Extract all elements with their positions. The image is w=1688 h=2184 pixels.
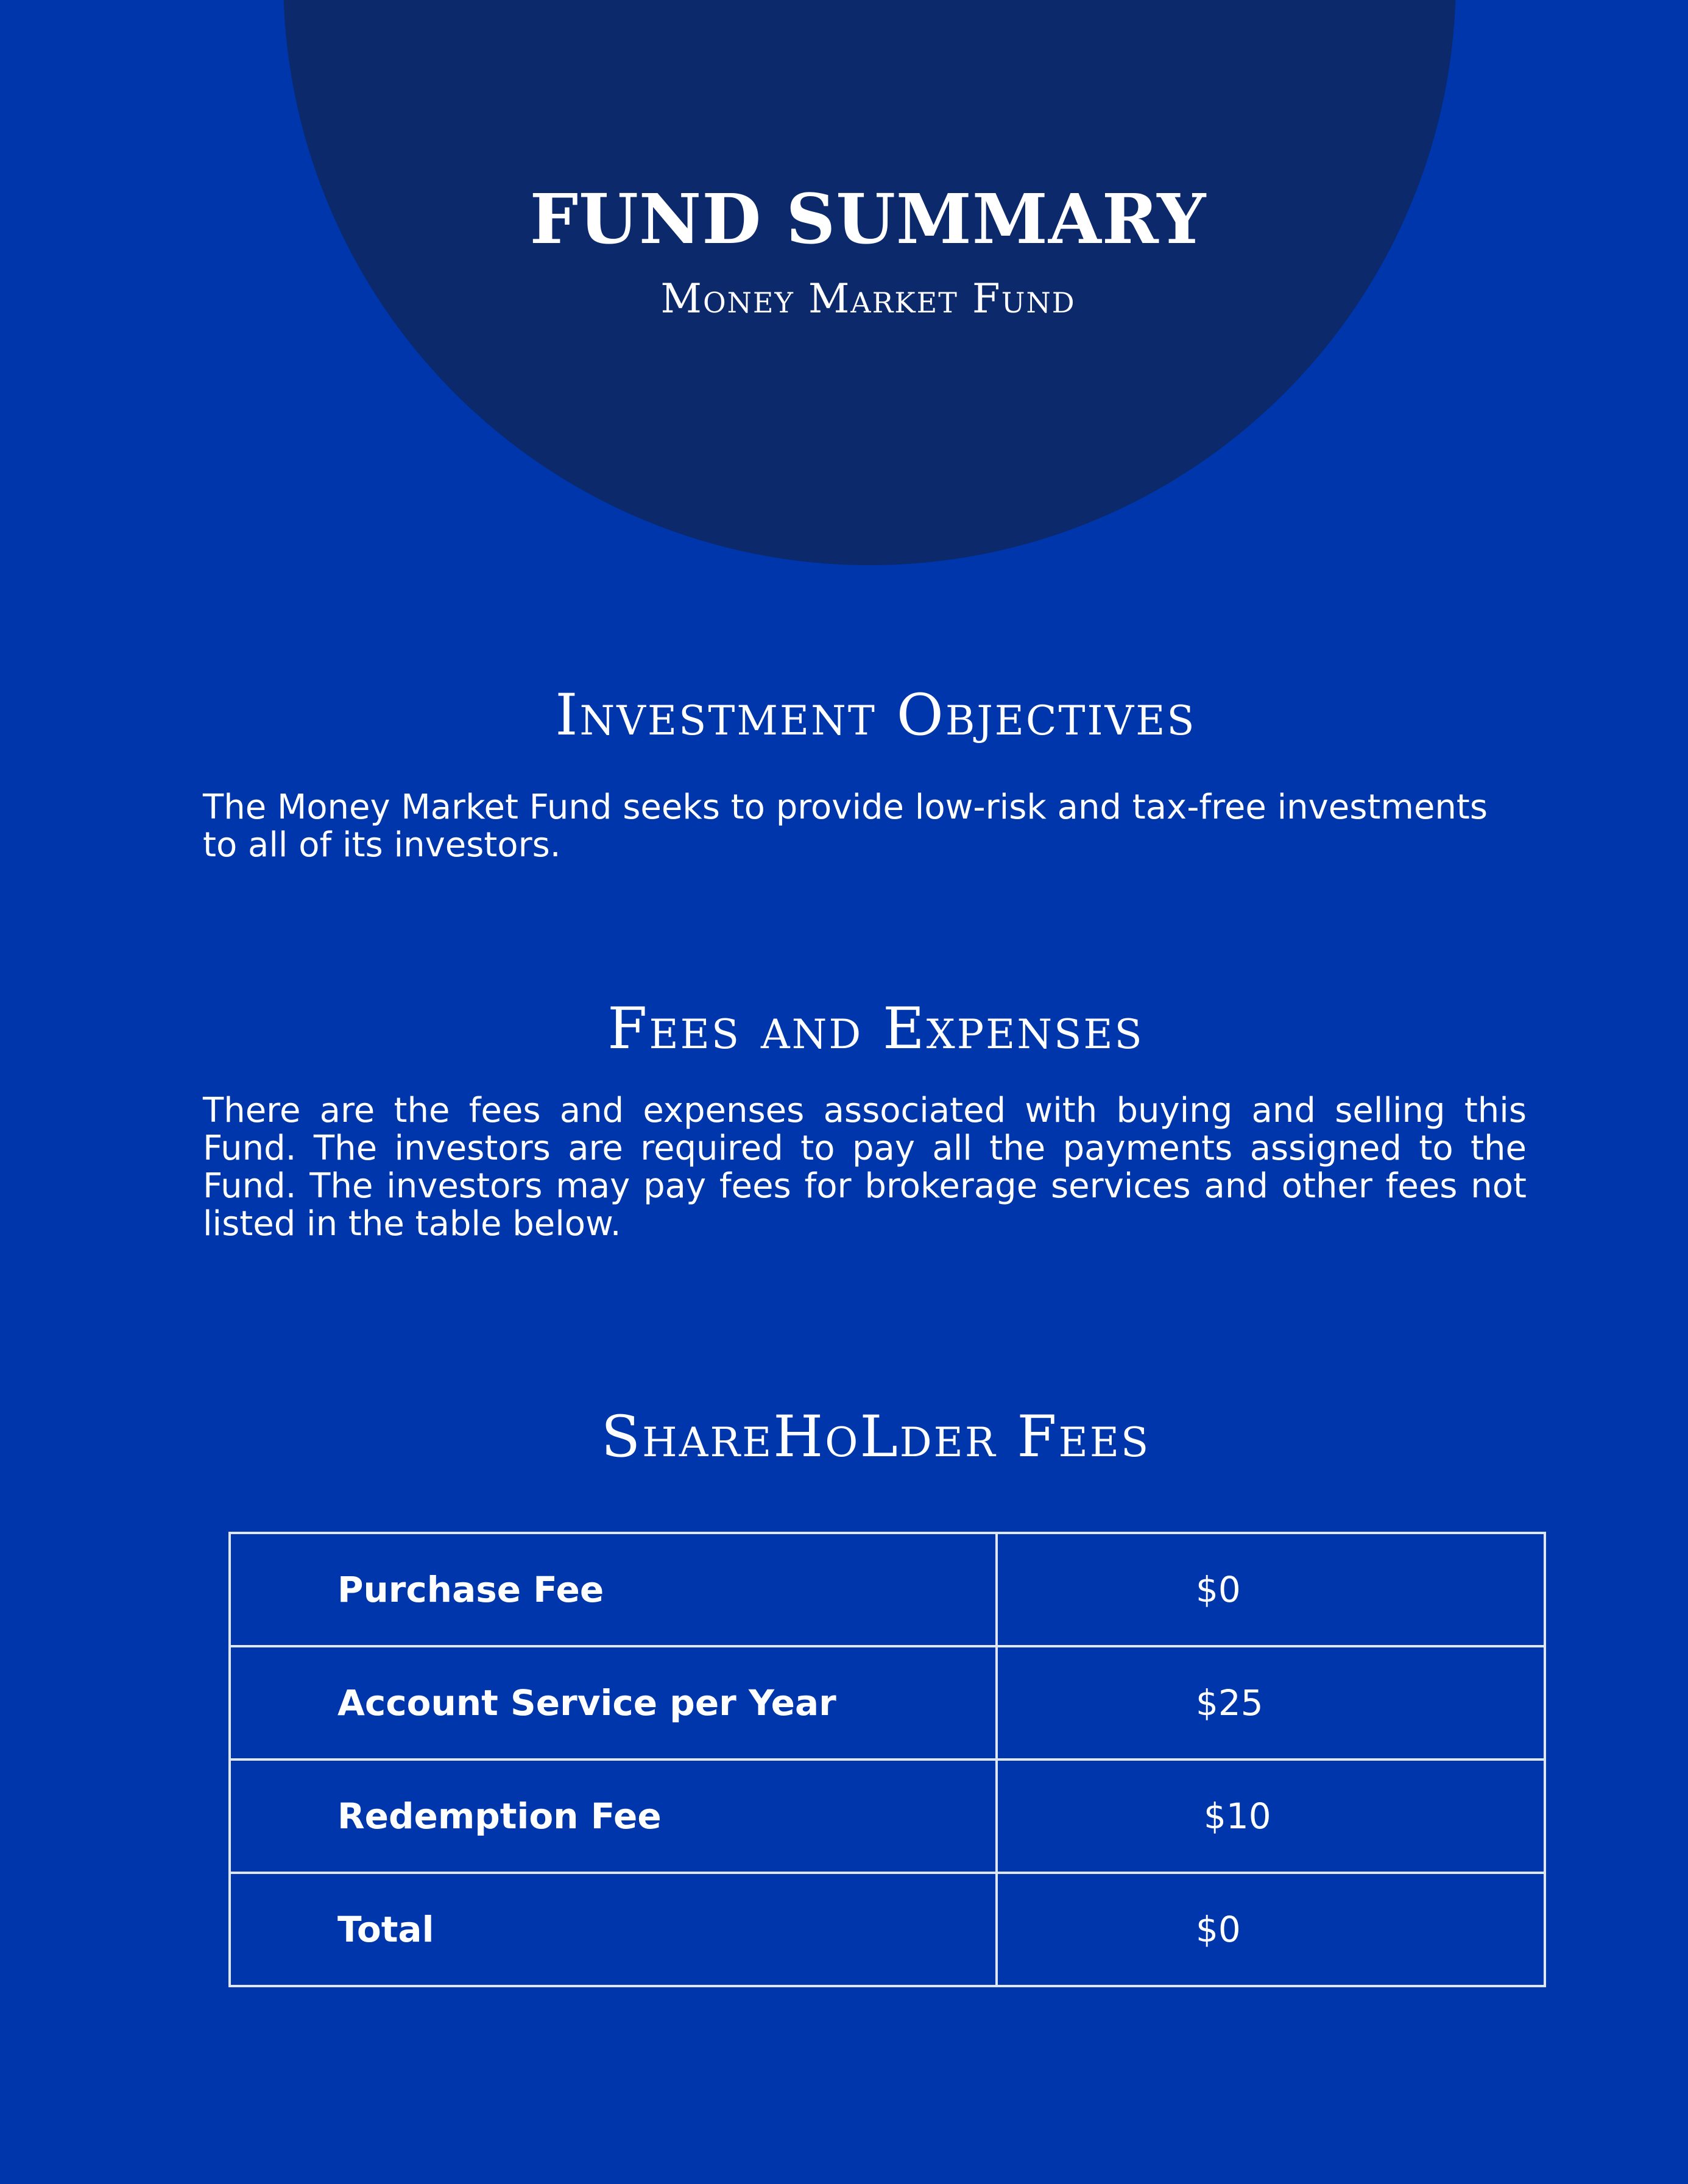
fees-and-expenses-text: There are the fees and expenses associated with buying and selling this Fund. The investors are required to pay all the payments assigned to the Fund. The investors may pay fees for brokerage services and other fees not listed in the table below. — [203, 1091, 1527, 1244]
fee-label: Purchase Fee — [230, 1533, 997, 1646]
fee-value: $10 — [997, 1760, 1545, 1873]
shareholder-fees-table — [228, 1532, 1546, 1987]
table-row — [230, 1760, 1545, 1873]
fees-and-expenses-heading: Fees and Expenses — [607, 996, 1144, 1062]
fee-label: Redemption Fee — [230, 1760, 997, 1873]
table-row — [230, 1646, 1545, 1760]
fee-value: $25 — [997, 1646, 1545, 1760]
investment-objectives-heading: Investment Objectives — [555, 682, 1196, 749]
page-subtitle: Money Market Fund — [660, 275, 1076, 322]
fee-value: $0 — [997, 1873, 1545, 1986]
page-title: FUND SUMMARY — [529, 180, 1207, 259]
fee-label: Total — [230, 1873, 997, 1986]
fee-label: Account Service per Year — [230, 1646, 997, 1760]
investment-objectives-text: The Money Market Fund seeks to provide low-risk and tax-free investments to all of its investors. — [203, 787, 1488, 865]
table-row — [230, 1873, 1545, 1986]
shareholder-fees-heading: ShareHoLder Fees — [601, 1404, 1151, 1470]
table-row — [230, 1533, 1545, 1646]
fee-value: $0 — [997, 1533, 1545, 1646]
